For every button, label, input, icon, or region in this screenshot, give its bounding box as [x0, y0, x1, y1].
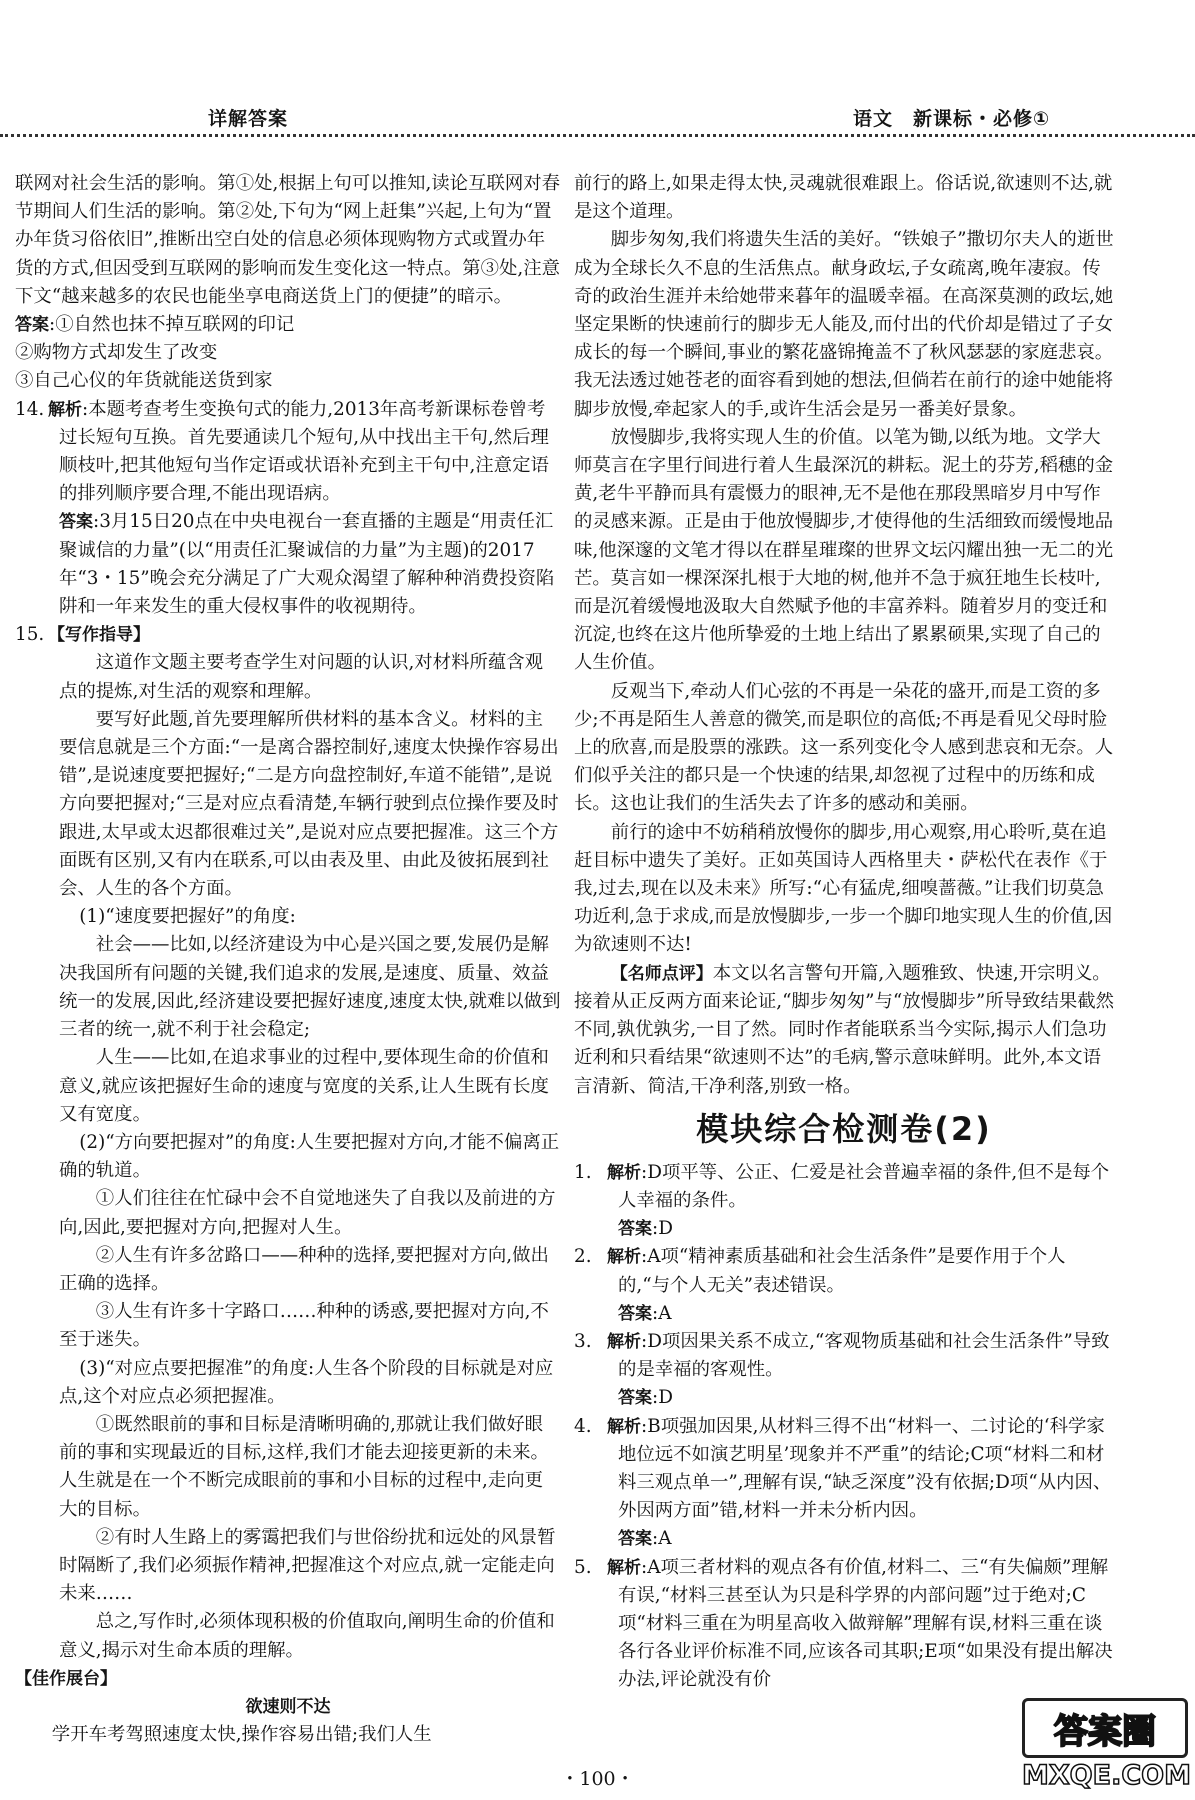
q15-paragraph: ②有时人生路上的雾霭把我们与世俗纷扰和远处的风景暂时隔断了,我们必须振作精神,把握准这个对应点,就一定能走向未来…… — [59, 1526, 556, 1605]
answer-label: 答案 — [15, 315, 49, 336]
page-number: ・100・ — [560, 1768, 635, 1790]
watermark-url: MXQE.COM — [1022, 1760, 1191, 1791]
q15-paragraph: (1)“速度要把握好”的角度: — [79, 906, 296, 928]
item-analysis: 2. 解析:A项“精神素质基础和社会生活条件”是要作用于个人的,“与个人无关”表述错误。 — [574, 1246, 1066, 1296]
q15-paragraph: 社会——比如,以经济建设为中心是兴国之要,发展仍是解决我国所有问题的关键,我们追求的发展,是速度、质量、效益统一的发展,因此,经济建设要把握好速度,速度太快,就难以做到三者的统一,就不利于社会稳定; — [59, 934, 561, 1041]
q15-paragraph: 总之,写作时,必须体现积极的价值取向,阐明生命的价值和意义,揭示对生命本质的理解。 — [59, 1611, 555, 1661]
q14-answer: 答案:3月15日20点在中央电视台一套直播的主题是“用责任汇聚诚信的力量”(以“用责任汇聚诚信的力量”为主题)的2017年“3・15”晚会充分满足了广大观众渴望了解种种消费投资陷阱和一年来发生的重大侵权事件的收视期待。 — [59, 511, 555, 618]
q15-paragraph: 人生——比如,在追求事业的过程中,要体现生命的价值和意义,就应该把握好生命的速度与宽度的关系,让人生既有长度又有宽度。 — [59, 1047, 549, 1125]
showcase-label: 【佳作展台】 — [15, 1668, 117, 1689]
q15-paragraph: (2)“方向要把握对”的角度:人生要把握对方向,才能不偏离正确的轨道。 — [59, 1131, 560, 1182]
left-column — [15, 170, 561, 1749]
header-divider — [0, 134, 1195, 137]
essay-title: 欲速则不达 — [245, 1696, 331, 1717]
q15-paragraph: ②人生有许多岔路口——种种的选择,要把握对方向,做出正确的选择。 — [59, 1244, 549, 1294]
q15-paragraph: ③人生有许多十字路口……种种的诱惑,要把握对方向,不至于迷失。 — [59, 1301, 549, 1351]
item-analysis: 4. 解析:B项强加因果,从材料三得不出“材料一、二讨论的‘科学家地位远不如演艺明星’现象并不严重”的结论;C项“材料二和材料三观点单一”,理解有误,“缺乏深度”没有依据;D项“从内因、外因两方面”错,材料一并未分析内因。 — [574, 1415, 1112, 1522]
essay-paragraph: 前行的路上,如果走得太快,灵魂就很难跟上。俗话说,欲速则不达,就是这个道理。 — [574, 173, 1113, 223]
answer-line-2: ②购物方式却发生了改变 — [15, 342, 218, 364]
section-title: 模块综合检测卷(2) — [696, 1109, 992, 1148]
header-left-title: 详解答案 — [208, 108, 289, 130]
item-answer: 答案:A — [618, 1528, 672, 1550]
essay-opening: 学开车考驾照速度太快,操作容易出错;我们人生 — [51, 1724, 432, 1746]
right-column — [574, 170, 1114, 1695]
q15-paragraph: ①人们往往在忙碌中会不自觉地迷失了自我以及前进的方向,因此,要把握对方向,把握对人生。 — [59, 1188, 556, 1238]
q15-paragraph: 要写好此题,首先要理解所供材料的基本含义。材料的主要信息就是三个方面:“一是离合器控制好,速度太快操作容易出错”,是说速度要把握好;“二是方向盘控制好,车道不能错”,是说方向要把握对;“三是对应点看清楚,车辆行驶到点位操作要及时跟进,太早或太迟都很难过关”,是说对应点要把握准。这三个方面既有区别,又有内在联系,可以由表及里、由此及彼拓展到社会、人生的各个方面。 — [59, 708, 559, 900]
answer-line-3: ③自己心仪的年货就能送货到家 — [15, 370, 273, 392]
item-answer: 答案:D — [618, 1387, 673, 1409]
watermark-text: 答案圈 — [1022, 1698, 1188, 1758]
essay-paragraph: 脚步匆匆,我们将遗失生活的美好。“铁娘子”撒切尔夫人的逝世成为全球长久不息的生活焦点。献身政坛,子女疏离,晚年凄寂。传奇的政治生涯并未给她带来暮年的温暖幸福。在高深莫测的政坛,她坚定果断的快速前行的脚步无人能及,而付出的代价却是错过了子女成长的每一个瞬间,事业的繁花盛锦掩盖不了秋风瑟瑟的家庭悲哀。我无法透过她苍老的面容看到她的想法,但倘若在前行的途中她能将脚步放慢,牵起家人的手,或许生活会是另一番美好景象。 — [574, 229, 1114, 420]
q15-paragraph: (3)“对应点要把握准”的角度:人生各个阶段的目标就是对应点,这个对应点必须把握准。 — [59, 1357, 554, 1407]
q15-paragraph: 这道作文题主要考查学生对问题的认识,对材料所蕴含观点的提炼,对生活的观察和理解。 — [59, 652, 544, 702]
teacher-comment: 【名师点评】本文以名言警句开篇,入题雅致、快速,开宗明义。接着从正反两方面来论证,“脚步匆匆”与“放慢脚步”所导致结果截然不同,孰优孰劣,一目了然。同时作者能联系当今实际,揭示人们急功近利和只看结果“欲速则不达”的毛病,警示意味鲜明。此外,本文语言清新、简洁,干净利落,别致一格。 — [574, 962, 1115, 1097]
essay-paragraph: 反观当下,牵动人们心弦的不再是一朵花的盛开,而是工资的多少;不再是陌生人善意的微笑,而是职位的高低;不再是看见父母时脸上的欣喜,而是股票的涨跌。这一系列变化令人感到悲哀和无奈。人们似乎关注的都只是一个快速的结果,却忽视了过程中的历练和成长。这也让我们的生活失去了许多的感动和美丽。 — [574, 680, 1114, 815]
item-analysis: 3. 解析:D项因果关系不成立,“客观物质基础和社会生活条件”导致的是幸福的客观性。 — [574, 1330, 1110, 1381]
answer-line-1: 答案:①自然也抹不掉互联网的印记 — [15, 314, 295, 336]
q15-paragraph: ①既然眼前的事和目标是清晰明确的,那就让我们做好眼前的事和实现最近的目标,这样,我们才能去迎接更新的未来。人生就是在一个不断完成眼前的事和小目标的过程中,走向更大的目标。 — [59, 1413, 549, 1520]
item-analysis: 1. 解析:D项平等、公正、仁爱是社会普遍幸福的条件,但不是每个人幸福的条件。 — [574, 1161, 1110, 1211]
essay-paragraph: 放慢脚步,我将实现人生的价值。以笔为锄,以纸为地。文学大师莫言在字里行间进行着人生最深沉的耕耘。泥土的芬芳,稻穗的金黄,老牛平静而具有震慑力的眼神,无不是他在那段黑暗岁月中写作的灵感来源。正是由于他放慢脚步,才使得他的生活细致而缓慢地品味,他深邃的文笔才得以在群星璀璨的世界文坛闪耀出独一无二的光芒。莫言如一棵深深扎根于大地的树,他并不急于疯狂地生长枝叶,而是沉着缓慢地汲取大自然赋予他的丰富养料。随着岁月的变迁和沉淀,也终在这片他所挚爱的土地上结出了累累硕果,实现了自己的人生价值。 — [574, 426, 1114, 674]
q14-analysis: 14. 解析:本题考查考生变换句式的能力,2013年高考新课标卷曾考过长短句互换。首先要通读几个短句,从中找出主干句,然后理顺枝叶,把其他短句当作定语或状语补充到主干句中,注意定语的排列顺序要合理,不能出现语病。 — [15, 398, 549, 505]
essay-paragraph: 前行的途中不妨稍稍放慢你的脚步,用心观察,用心聆听,莫在追赶目标中遗失了美好。正如英国诗人西格里夫・萨松代在表作《于我,过去,现在以及未来》所写:“心有猛虎,细嗅蔷薇。”让我们切莫急功近利,急于求成,而是放慢脚步,一步一个脚印地实现人生的价值,因为欲速则不达! — [574, 821, 1113, 956]
intro-text: 联网对社会生活的影响。第①处,根据上句可以推知,读论互联网对春节期间人们生活的影响。第②处,下句为“网上赶集”兴起,上句为“置办年货习俗依旧”,推断出空白处的信息必须体现购物方式或置办年货的方式,但因受到互联网的影响而发生变化这一特点。第③处,注意下文“越来越多的农民也能坐享电商送货上门的便捷”的暗示。 — [15, 173, 561, 307]
item-answer: 答案:A — [618, 1302, 672, 1324]
header-right-title: 语文 新课标・必修① — [853, 108, 1051, 130]
page-header — [0, 0, 1195, 136]
q15-body — [15, 649, 561, 1664]
watermark-logo — [1022, 1698, 1191, 1794]
item-answer: 答案:D — [618, 1218, 673, 1240]
q15-heading: 15. 【写作指导】 — [15, 624, 150, 646]
item-analysis: 5. 解析:A项三者材料的观点各有价值,材料二、三“有失偏颇”理解有误,“材料三甚至认为只是科学界的内部问题”过于绝对;C项“材料三重在为明星高收入做辩解”理解有误,材料三重在谈各行各业评价标准不同,应该各司其职;E项“如果没有提出解决办法,评论就没有价 — [574, 1556, 1113, 1691]
